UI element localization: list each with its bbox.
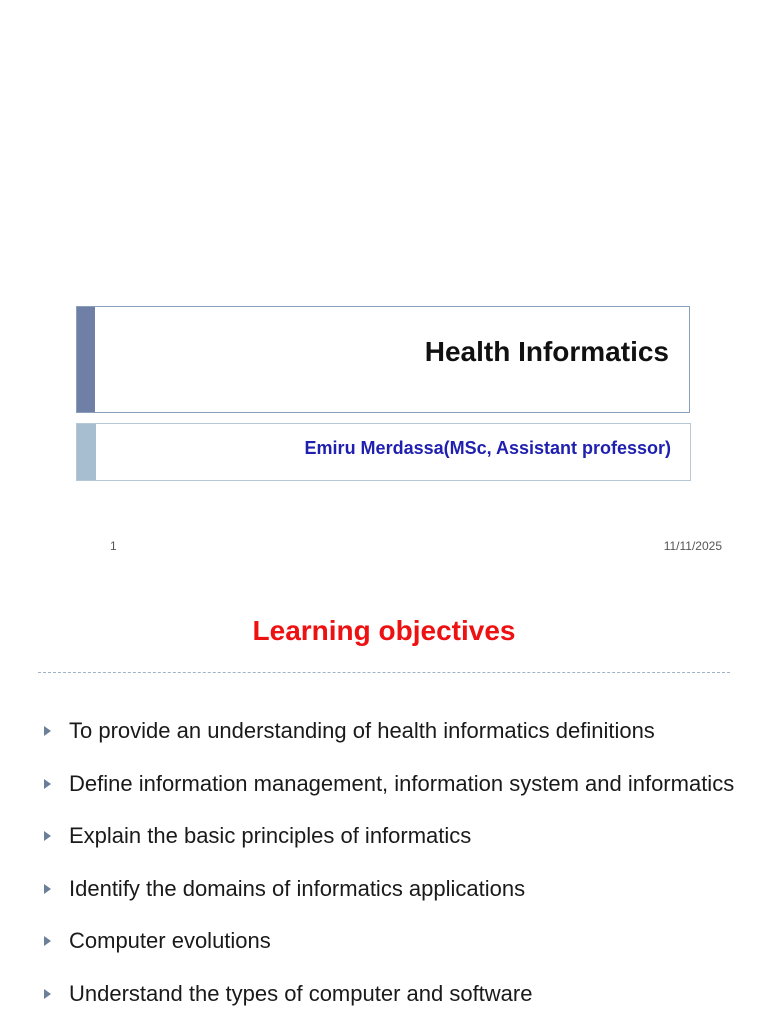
slide-date: 11/11/2025: [664, 539, 722, 553]
title-box: [76, 306, 690, 413]
list-item: [44, 771, 744, 824]
list-item: [44, 928, 744, 981]
triangle-bullet-icon: [44, 831, 51, 841]
dashed-divider: [38, 672, 730, 673]
objective-text: Define information management, information system and informatics: [69, 771, 734, 797]
triangle-bullet-icon: [44, 989, 51, 999]
objective-text: Explain the basic principles of informatics: [69, 823, 471, 849]
triangle-bullet-icon: [44, 779, 51, 789]
objective-text: Identify the domains of informatics applications: [69, 876, 525, 902]
list-item: [44, 876, 744, 929]
slide-number: 1: [110, 539, 117, 553]
objective-text: To provide an understanding of health informatics definitions: [69, 718, 655, 744]
objective-text: Computer evolutions: [69, 928, 271, 954]
presenter-name: Emiru Merdassa(MSc, Assistant professor): [305, 438, 671, 459]
objective-text: Understand the types of computer and software: [69, 981, 532, 1007]
list-item: [44, 823, 744, 876]
presentation-title: Health Informatics: [425, 336, 669, 368]
subtitle-box: [76, 423, 691, 481]
title-accent-bar: [77, 307, 95, 412]
triangle-bullet-icon: [44, 726, 51, 736]
triangle-bullet-icon: [44, 884, 51, 894]
subtitle-accent-bar: [77, 424, 96, 480]
objectives-heading: Learning objectives: [0, 615, 768, 647]
triangle-bullet-icon: [44, 936, 51, 946]
list-item: [44, 981, 744, 1033]
list-item: [44, 718, 744, 771]
objectives-list: [44, 718, 744, 1033]
